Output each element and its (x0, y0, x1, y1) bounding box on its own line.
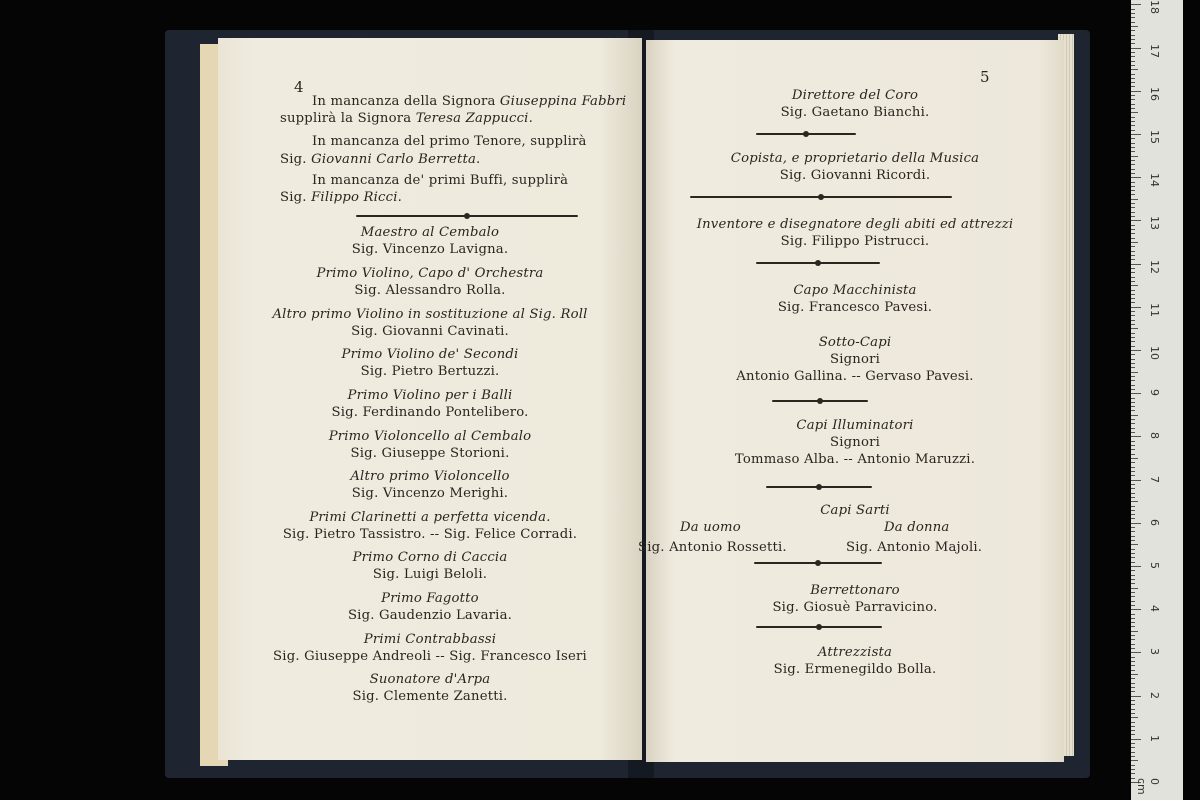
ruler-tick (1131, 108, 1135, 109)
ruler-tick (1131, 687, 1135, 688)
ruler-tick (1131, 436, 1141, 437)
ruler-tick (1131, 367, 1135, 368)
ruler-tick (1131, 605, 1135, 606)
ruler-tick (1131, 722, 1135, 723)
ruler-tick (1131, 233, 1135, 234)
role-entry: Berrettonaro Sig. Giosuè Parravicino. (772, 583, 938, 615)
ruler-tick (1131, 164, 1135, 165)
ruler-number: 12 (1148, 259, 1161, 274)
ruler-number: 0 cm (1135, 778, 1161, 795)
ruler-tick (1131, 743, 1135, 744)
ruler-number: 1 (1148, 734, 1161, 742)
ornamental-rule (690, 194, 952, 200)
role-entry: Primo Violoncello al Cembalo Sig. Giuseppe Storioni. (328, 429, 532, 461)
ruler-tick (1131, 769, 1135, 770)
ruler-number: 7 (1148, 475, 1161, 483)
ruler-tick (1131, 644, 1135, 645)
ruler-tick (1131, 493, 1135, 494)
ruler-tick (1131, 22, 1135, 23)
ruler-tick (1131, 99, 1135, 100)
ruler-tick (1131, 203, 1135, 204)
ruler-tick (1131, 285, 1138, 286)
ruler-tick (1131, 501, 1138, 502)
ruler-tick (1131, 752, 1135, 753)
ruler-tick (1131, 216, 1135, 217)
ruler-tick (1131, 272, 1135, 273)
ruler-tick (1131, 255, 1135, 256)
ruler-tick (1131, 549, 1135, 550)
ruler-tick (1131, 307, 1141, 308)
role-entry: Copista, e proprietario della Musica Sig. Giovanni Ricordi. (730, 151, 980, 183)
ruler-tick (1131, 246, 1135, 247)
intro-line: In mancanza de' primi Buffi, supplirà (312, 173, 569, 188)
ruler-tick (1131, 441, 1135, 442)
ruler-tick (1131, 13, 1135, 14)
ornamental-rule (756, 624, 882, 630)
ruler-tick (1131, 69, 1138, 70)
ruler-tick (1131, 773, 1135, 774)
ruler-number: 5 (1148, 562, 1161, 569)
ruler-tick (1131, 363, 1135, 364)
ruler-tick (1131, 557, 1135, 558)
ruler-tick (1131, 199, 1138, 200)
ruler-number: 8 (1148, 432, 1161, 440)
ornamental-rule (766, 484, 872, 490)
ruler-tick (1131, 622, 1135, 623)
role-entry: Altro primo Violoncello Sig. Vincenzo Merighi. (350, 469, 510, 501)
role-entry: Suonatore d'Arpa Sig. Clemente Zanetti. (352, 672, 508, 704)
ruler-tick (1131, 484, 1135, 485)
ruler-tick (1131, 251, 1135, 252)
ruler-tick (1131, 445, 1135, 446)
role-entry: Primo Fagotto Sig. Gaudenzio Lavaria. (347, 591, 513, 623)
tailor-men-name: Sig. Antonio Rossetti. (638, 540, 787, 555)
ruler-tick (1131, 125, 1135, 126)
ruler-tick (1131, 43, 1135, 44)
role-entry: Primo Violino de' Secondi Sig. Pietro Bertuzzi. (341, 347, 519, 379)
ruler-tick (1131, 760, 1138, 761)
ruler-tick (1131, 596, 1135, 597)
ruler-tick (1131, 709, 1135, 710)
ruler-tick (1131, 592, 1135, 593)
intro-line: Sig. Giovanni Carlo Berretta. (280, 152, 481, 167)
ruler-tick (1131, 734, 1135, 735)
ruler-number: 4 (1148, 605, 1161, 613)
ruler-number: 18 (1148, 0, 1161, 15)
role-entry: Capi Illuminatori Signori Tommaso Alba. -- Antonio Maruzzi. (734, 418, 976, 467)
ruler-tick (1131, 212, 1135, 213)
ruler-tick (1131, 657, 1135, 658)
ruler-tick (1131, 739, 1141, 740)
role-entry: Altro primo Violino in sostituzione al Sig. Roll Sig. Giovanni Cavinati. (272, 307, 588, 339)
ruler-tick (1131, 614, 1135, 615)
ruler-tick (1131, 56, 1135, 57)
ruler-tick (1131, 156, 1138, 157)
ruler-tick (1131, 169, 1135, 170)
ruler-tick (1131, 74, 1135, 75)
tailor-men-label: Da uomo (680, 520, 741, 535)
ruler-number: 15 (1148, 130, 1161, 144)
ruler-tick (1131, 259, 1135, 260)
ruler-tick (1131, 704, 1135, 705)
ruler-tick (1131, 588, 1138, 589)
ruler-tick (1131, 540, 1135, 541)
ruler-tick (1131, 177, 1141, 178)
ruler-tick (1131, 186, 1135, 187)
ruler-tick (1131, 639, 1135, 640)
ruler-tick (1131, 320, 1135, 321)
ruler-tick (1131, 65, 1135, 66)
page-number: 4 (294, 78, 304, 96)
ruler-number: 3 (1148, 648, 1161, 656)
ruler-tick (1131, 39, 1135, 40)
ruler-number: 14 (1148, 173, 1161, 188)
ruler-tick (1131, 238, 1135, 239)
ruler-tick (1131, 423, 1135, 424)
ruler-number: 17 (1148, 43, 1161, 58)
ruler-tick (1131, 480, 1141, 481)
role-entry: Primo Corno di Caccia Sig. Luigi Beloli. (352, 550, 508, 582)
ruler-tick (1131, 566, 1141, 567)
ruler-tick (1131, 35, 1135, 36)
ruler-tick (1131, 510, 1135, 511)
role-entry: Primo Violino per i Balli Sig. Ferdinando Pontelibero. (331, 388, 529, 420)
ruler-tick (1131, 143, 1135, 144)
left-page (218, 38, 642, 760)
ruler-tick (1131, 514, 1135, 515)
ruler-tick (1131, 91, 1141, 92)
ruler-tick (1131, 536, 1135, 537)
ruler-tick (1131, 86, 1135, 87)
ruler-tick (1131, 419, 1135, 420)
ruler-tick (1131, 121, 1135, 122)
ruler-tick (1131, 717, 1138, 718)
ruler-tick (1131, 26, 1138, 27)
ruler-tick (1131, 406, 1135, 407)
ruler-tick (1131, 350, 1141, 351)
ruler-tick (1131, 95, 1135, 96)
ruler-tick (1131, 385, 1135, 386)
ruler-number: 9 (1148, 389, 1161, 397)
ruler-tick (1131, 104, 1135, 105)
ruler-number: 10 (1148, 346, 1161, 360)
ruler-tick (1131, 527, 1135, 528)
ruler-tick (1131, 52, 1135, 53)
page-number: 5 (980, 68, 990, 86)
role-entry: Primi Contrabbassi Sig. Giuseppe Andreoli -- Sig. Francesco Iseri (273, 632, 587, 664)
ruler-tick (1131, 765, 1135, 766)
ornamental-rule (754, 560, 882, 566)
ruler-number: 2 (1148, 691, 1161, 699)
ruler-tick (1131, 415, 1138, 416)
role-entry: Direttore del Coro Sig. Gaetano Bianchi. (780, 88, 930, 120)
ruler-tick (1131, 298, 1135, 299)
ruler-tick (1131, 449, 1135, 450)
ruler-tick (1131, 562, 1135, 563)
ruler-tick (1131, 173, 1135, 174)
ruler-tick (1131, 147, 1135, 148)
ruler-tick (1131, 30, 1135, 31)
ruler-tick (1131, 700, 1135, 701)
ruler-tick (1131, 730, 1135, 731)
ruler-tick (1131, 341, 1135, 342)
ruler-tick (1131, 674, 1138, 675)
ruler-tick (1131, 359, 1135, 360)
ruler-tick (1131, 48, 1141, 49)
ruler-tick (1131, 207, 1135, 208)
ruler-tick (1131, 281, 1135, 282)
role-entry: Capo Macchinista Sig. Francesco Pavesi. (777, 283, 933, 315)
ruler-tick (1131, 277, 1135, 278)
ruler-tick (1131, 670, 1135, 671)
ruler-tick (1131, 683, 1135, 684)
ruler-tick (1131, 354, 1135, 355)
tailor-women-name: Sig. Antonio Majoli. (846, 540, 983, 555)
ornamental-rule (756, 131, 856, 137)
ruler-tick (1131, 242, 1138, 243)
ruler-tick (1131, 333, 1135, 334)
ruler-tick (1131, 458, 1138, 459)
role-entry: Maestro al Cembalo Sig. Vincenzo Lavigna. (351, 225, 509, 257)
ruler-tick (1131, 488, 1135, 489)
ruler-tick (1131, 130, 1135, 131)
ruler-tick (1131, 661, 1135, 662)
ruler-number: 13 (1148, 216, 1161, 231)
ruler-tick (1131, 112, 1138, 113)
ruler-tick (1131, 618, 1135, 619)
ruler-tick (1131, 380, 1135, 381)
ruler-tick (1131, 652, 1141, 653)
ruler-tick (1131, 194, 1135, 195)
ornamental-rule (756, 260, 880, 266)
ruler-tick (1131, 471, 1135, 472)
ruler-tick (1131, 696, 1141, 697)
ruler-tick (1131, 475, 1135, 476)
right-page (638, 40, 1064, 762)
ruler-tick (1131, 4, 1141, 5)
ruler-tick (1131, 579, 1135, 580)
ruler-tick (1131, 264, 1141, 265)
role-entry: Sotto-Capi Signori Antonio Gallina. -- Gervaso Pavesi. (736, 335, 974, 384)
ruler-tick (1131, 497, 1135, 498)
ruler-number: 6 (1148, 518, 1161, 526)
ruler-tick (1131, 467, 1135, 468)
ruler-tick (1131, 726, 1135, 727)
ruler-tick (1131, 462, 1135, 463)
ruler-tick (1131, 635, 1135, 636)
ruler-tick (1131, 229, 1135, 230)
ruler-tick (1131, 151, 1135, 152)
ruler-tick (1131, 17, 1135, 18)
ruler-tick (1131, 82, 1135, 83)
ruler-tick (1131, 531, 1135, 532)
ruler-tick (1131, 328, 1138, 329)
ruler-tick (1131, 665, 1135, 666)
role-entry: Primo Violino, Capo d' Orchestra Sig. Alessandro Rolla. (316, 266, 544, 298)
ruler-tick (1131, 553, 1135, 554)
intro-line: In mancanza della Signora Giuseppina Fabbri (312, 94, 627, 109)
ruler-tick (1131, 631, 1138, 632)
ornamental-rule (772, 398, 868, 404)
ruler-tick (1131, 182, 1135, 183)
ruler-tick (1131, 302, 1135, 303)
ruler-tick (1131, 315, 1135, 316)
ruler-number: 16 (1148, 86, 1161, 101)
ruler-tick (1131, 61, 1135, 62)
role-entry: Primi Clarinetti a perfetta vicenda. Sig. Pietro Tassistro. -- Sig. Felice Corradi. (282, 510, 578, 542)
ruler-tick (1131, 337, 1135, 338)
ruler-tick (1131, 393, 1141, 394)
ruler-tick (1131, 160, 1135, 161)
ruler-tick (1131, 290, 1135, 291)
ruler-tick (1131, 117, 1135, 118)
intro-line: In mancanza del primo Tenore, supplirà (312, 134, 587, 149)
role-entry: Capi Sarti (820, 503, 890, 518)
ruler-tick (1131, 294, 1135, 295)
ruler-tick (1131, 454, 1135, 455)
ruler-tick (1131, 691, 1135, 692)
intro-line: Sig. Filippo Ricci. (280, 190, 403, 205)
tailor-women-label: Da donna (884, 520, 950, 535)
ruler-tick (1131, 372, 1138, 373)
ruler-tick (1131, 506, 1135, 507)
measuring-ruler (1131, 0, 1183, 800)
role-entry: Attrezzista Sig. Ermenegildo Bolla. (773, 645, 937, 677)
ruler-tick (1131, 428, 1135, 429)
ruler-tick (1131, 678, 1135, 679)
ruler-tick (1131, 626, 1135, 627)
intro-line: supplirà la Signora Teresa Zappucci. (280, 111, 533, 126)
ruler-tick (1131, 756, 1135, 757)
ruler-tick (1131, 311, 1135, 312)
ruler-tick (1131, 9, 1135, 10)
ruler-tick (1131, 78, 1135, 79)
ruler-tick (1131, 220, 1141, 221)
ruler-tick (1131, 648, 1135, 649)
ruler-tick (1131, 518, 1135, 519)
ruler-tick (1131, 389, 1135, 390)
ruler-tick (1131, 402, 1135, 403)
ruler-tick (1131, 713, 1135, 714)
ornamental-rule (356, 213, 578, 219)
ruler-tick (1131, 544, 1138, 545)
ruler-tick (1131, 609, 1141, 610)
ruler-tick (1131, 575, 1135, 576)
ruler-tick (1131, 601, 1135, 602)
ruler-tick (1131, 747, 1135, 748)
ruler-tick (1131, 583, 1135, 584)
ruler-tick (1131, 190, 1135, 191)
ruler-tick (1131, 225, 1135, 226)
ruler-tick (1131, 346, 1135, 347)
ruler-tick (1131, 523, 1141, 524)
ruler-tick (1131, 410, 1135, 411)
ruler-tick (1131, 398, 1135, 399)
role-entry: Inventore e disegnatore degli abiti ed attrezzi Sig. Filippo Pistrucci. (696, 217, 1014, 249)
ruler-tick (1131, 268, 1135, 269)
ruler-tick (1131, 570, 1135, 571)
ruler-number: 11 (1148, 302, 1161, 317)
ruler-tick (1131, 376, 1135, 377)
ruler-tick (1131, 432, 1135, 433)
ruler-tick (1131, 134, 1141, 135)
ruler-tick (1131, 138, 1135, 139)
ruler-tick (1131, 324, 1135, 325)
